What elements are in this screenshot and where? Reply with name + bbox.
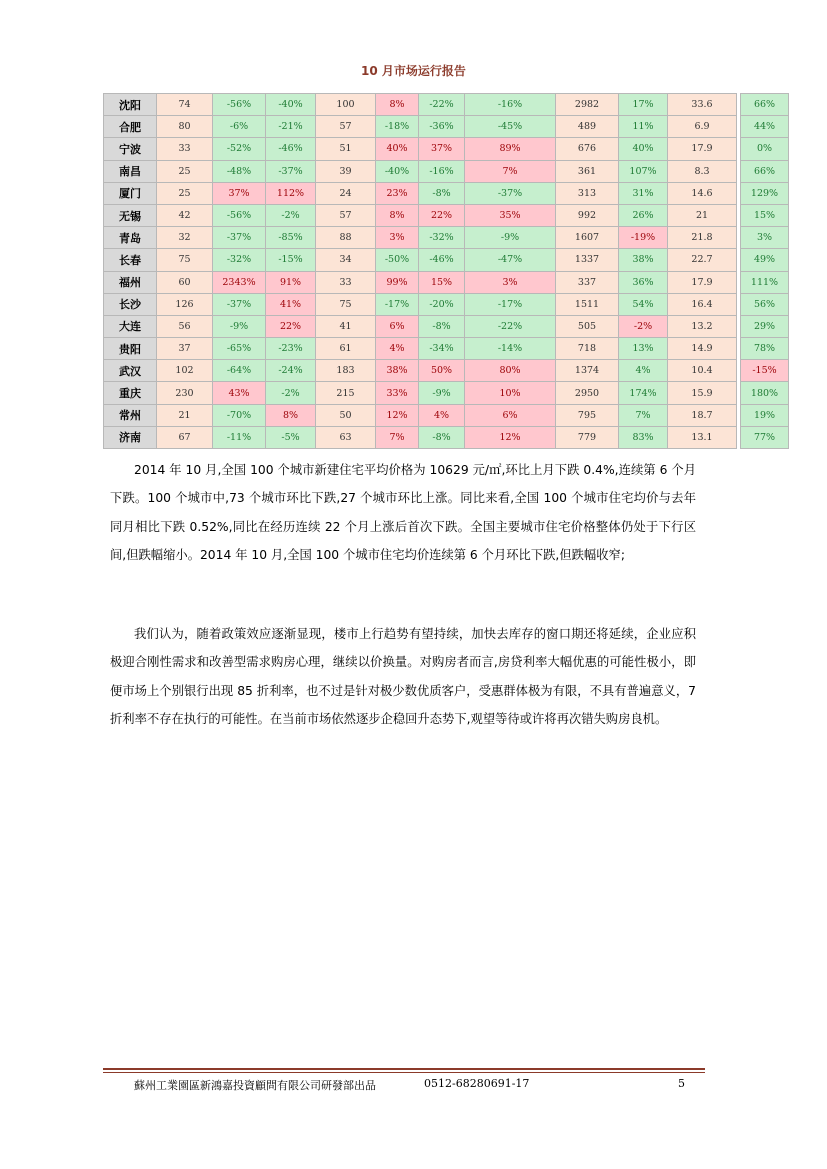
table-cell: -8% bbox=[419, 426, 465, 448]
table-cell: -46% bbox=[419, 249, 465, 271]
table-cell: 0% bbox=[741, 138, 789, 160]
table-cell: -32% bbox=[213, 249, 266, 271]
city-market-table bbox=[103, 93, 789, 449]
table-cell: 215 bbox=[316, 382, 376, 404]
table-cell: 38% bbox=[619, 249, 668, 271]
table-row bbox=[104, 116, 789, 138]
table-cell: 17.9 bbox=[668, 271, 737, 293]
table-cell: -2% bbox=[266, 382, 316, 404]
city-name-cell: 青岛 bbox=[104, 227, 157, 249]
table-cell: 129% bbox=[741, 182, 789, 204]
paragraph-price-summary bbox=[110, 456, 696, 569]
city-name-cell: 沈阳 bbox=[104, 94, 157, 116]
city-name-cell: 常州 bbox=[104, 404, 157, 426]
table-cell: 1511 bbox=[556, 293, 619, 315]
table-cell: 7% bbox=[376, 426, 419, 448]
table-row bbox=[104, 138, 789, 160]
table-cell: 4% bbox=[619, 360, 668, 382]
table-cell: 17% bbox=[619, 94, 668, 116]
table-cell: 1607 bbox=[556, 227, 619, 249]
table-cell: 40% bbox=[376, 138, 419, 160]
table-cell: 57 bbox=[316, 204, 376, 226]
table-cell: 49% bbox=[741, 249, 789, 271]
table-cell: -48% bbox=[213, 160, 266, 182]
table-cell: 88 bbox=[316, 227, 376, 249]
table-cell: 37 bbox=[157, 338, 213, 360]
table-cell: 74 bbox=[157, 94, 213, 116]
table-cell: 19% bbox=[741, 404, 789, 426]
table-row bbox=[104, 338, 789, 360]
table-cell: -56% bbox=[213, 204, 266, 226]
table-cell: 37% bbox=[419, 138, 465, 160]
table-cell: 3% bbox=[741, 227, 789, 249]
table-cell: 34 bbox=[316, 249, 376, 271]
table-cell: 32 bbox=[157, 227, 213, 249]
table-cell: 83% bbox=[619, 426, 668, 448]
table-cell: -37% bbox=[266, 160, 316, 182]
footer-page-number: 5 bbox=[678, 1077, 685, 1090]
footer-company: 蘇州工業園區新鴻嘉投資顧問有限公司研發部出品 bbox=[134, 1079, 376, 1092]
table-cell: 15.9 bbox=[668, 382, 737, 404]
table-cell: -6% bbox=[213, 116, 266, 138]
table-cell: 779 bbox=[556, 426, 619, 448]
table-cell: 718 bbox=[556, 338, 619, 360]
table-cell: 8% bbox=[266, 404, 316, 426]
table-cell: 21 bbox=[157, 404, 213, 426]
table-cell: 13.2 bbox=[668, 315, 737, 337]
table-cell: 43% bbox=[213, 382, 266, 404]
table-cell: -40% bbox=[266, 94, 316, 116]
table-cell: -34% bbox=[419, 338, 465, 360]
table-cell: 78% bbox=[741, 338, 789, 360]
table-cell: -85% bbox=[266, 227, 316, 249]
table-cell: 60 bbox=[157, 271, 213, 293]
table-cell: 89% bbox=[465, 138, 556, 160]
table-cell: 795 bbox=[556, 404, 619, 426]
table-row bbox=[104, 360, 789, 382]
table-cell: -9% bbox=[419, 382, 465, 404]
table-row bbox=[104, 94, 789, 116]
table-cell: 230 bbox=[157, 382, 213, 404]
city-name-cell: 济南 bbox=[104, 426, 157, 448]
table-row bbox=[104, 271, 789, 293]
table-cell: 1337 bbox=[556, 249, 619, 271]
table-row bbox=[104, 249, 789, 271]
table-cell: 112% bbox=[266, 182, 316, 204]
table-cell: 8% bbox=[376, 94, 419, 116]
table-cell: 8.3 bbox=[668, 160, 737, 182]
table-cell: 91% bbox=[266, 271, 316, 293]
table-cell: 40% bbox=[619, 138, 668, 160]
table-cell: 80% bbox=[465, 360, 556, 382]
table-cell: -23% bbox=[266, 338, 316, 360]
table-cell: 14.6 bbox=[668, 182, 737, 204]
paragraph-2-text: 我们认为，随着政策效应逐渐显现，楼市上行趋势有望持续，加快去库存的窗口期还将延续，企业应积极迎合刚性需求和改善型需求购房心理，继续以价换量。对购房者而言,房贷利率大幅优惠的可能性极小，即便市场上个别银行出现 85 折利率，也不过是针对极少数优质客户，受惠群体极为有限，不具有普遍意义，7 折利率不存在执行的可能性。在当前市场依然逐步企稳回升态势下,观望等待或许将再次错失购房良机。 bbox=[110, 627, 696, 726]
table-cell: 13% bbox=[619, 338, 668, 360]
table-cell: 22% bbox=[266, 315, 316, 337]
table-cell: 15% bbox=[741, 204, 789, 226]
table-cell: 42 bbox=[157, 204, 213, 226]
table-cell: 37% bbox=[213, 182, 266, 204]
table-cell: -50% bbox=[376, 249, 419, 271]
footer-phone: 0512-68280691-17 bbox=[424, 1077, 530, 1090]
table-cell: -19% bbox=[619, 227, 668, 249]
paragraph-1-text: 2014 年 10 月,全国 100 个城市新建住宅平均价格为 10629 元/㎡,环比上月下跌 0.4%,连续第 6 个月下跌。100 个城市中,73 个城市环比下跌,27 个城市环比上涨。同比来看,全国 100 个城市住宅均价与去年同月相比下跌 0.52%,同比在经历连续 22 个月上涨后首次下跌。全国主要城市住宅价格整体仍处于下行区间,但跌幅缩小。2014 年 10 月,全国 100 个城市住宅均价连续第 6 个月环比下跌,但跌幅收窄; bbox=[110, 463, 696, 562]
table-cell: -22% bbox=[465, 315, 556, 337]
table-cell: -2% bbox=[619, 315, 668, 337]
table-cell: 35% bbox=[465, 204, 556, 226]
table-cell: 14.9 bbox=[668, 338, 737, 360]
table-cell: 6% bbox=[376, 315, 419, 337]
table-cell: 7% bbox=[465, 160, 556, 182]
table-cell: 80 bbox=[157, 116, 213, 138]
table-cell: 313 bbox=[556, 182, 619, 204]
table-cell: -70% bbox=[213, 404, 266, 426]
table-cell: 361 bbox=[556, 160, 619, 182]
table-cell: 4% bbox=[376, 338, 419, 360]
table-cell: 107% bbox=[619, 160, 668, 182]
table-cell: -40% bbox=[376, 160, 419, 182]
table-cell: -14% bbox=[465, 338, 556, 360]
table-cell: 17.9 bbox=[668, 138, 737, 160]
table-cell: 26% bbox=[619, 204, 668, 226]
table-cell: -64% bbox=[213, 360, 266, 382]
city-name-cell: 南昌 bbox=[104, 160, 157, 182]
table-cell: 21 bbox=[668, 204, 737, 226]
table-cell: 676 bbox=[556, 138, 619, 160]
table-cell: -15% bbox=[266, 249, 316, 271]
table-cell: -15% bbox=[741, 360, 789, 382]
table-cell: -9% bbox=[213, 315, 266, 337]
table-cell: 51 bbox=[316, 138, 376, 160]
table-cell: -16% bbox=[465, 94, 556, 116]
table-cell: 126 bbox=[157, 293, 213, 315]
table-cell: 18.7 bbox=[668, 404, 737, 426]
table-cell: -2% bbox=[266, 204, 316, 226]
table-cell: 1374 bbox=[556, 360, 619, 382]
table-cell: 63 bbox=[316, 426, 376, 448]
table-cell: -36% bbox=[419, 116, 465, 138]
table-cell: 180% bbox=[741, 382, 789, 404]
table-cell: 2982 bbox=[556, 94, 619, 116]
table-cell: 13.1 bbox=[668, 426, 737, 448]
table-cell: -22% bbox=[419, 94, 465, 116]
table-cell: 29% bbox=[741, 315, 789, 337]
table-row bbox=[104, 404, 789, 426]
table-cell: -16% bbox=[419, 160, 465, 182]
table-cell: -17% bbox=[376, 293, 419, 315]
table-cell: 11% bbox=[619, 116, 668, 138]
table-cell: -52% bbox=[213, 138, 266, 160]
table-cell: 4% bbox=[419, 404, 465, 426]
table-cell: 992 bbox=[556, 204, 619, 226]
table-cell: 24 bbox=[316, 182, 376, 204]
table-row bbox=[104, 315, 789, 337]
city-name-cell: 合肥 bbox=[104, 116, 157, 138]
table-cell: -9% bbox=[465, 227, 556, 249]
table-cell: 111% bbox=[741, 271, 789, 293]
city-name-cell: 长春 bbox=[104, 249, 157, 271]
table-row bbox=[104, 227, 789, 249]
city-name-cell: 福州 bbox=[104, 271, 157, 293]
table-row bbox=[104, 426, 789, 448]
city-name-cell: 宁波 bbox=[104, 138, 157, 160]
table-cell: 3% bbox=[376, 227, 419, 249]
table-cell: 61 bbox=[316, 338, 376, 360]
table-cell: 39 bbox=[316, 160, 376, 182]
table-cell: 102 bbox=[157, 360, 213, 382]
table-cell: 7% bbox=[619, 404, 668, 426]
table-cell: -37% bbox=[213, 227, 266, 249]
table-cell: 25 bbox=[157, 182, 213, 204]
page-header-title: 10 月市场运行报告 bbox=[361, 64, 466, 78]
table-cell: 23% bbox=[376, 182, 419, 204]
table-cell: 6.9 bbox=[668, 116, 737, 138]
table-cell: 44% bbox=[741, 116, 789, 138]
city-name-cell: 大连 bbox=[104, 315, 157, 337]
table-row bbox=[104, 182, 789, 204]
city-name-cell: 武汉 bbox=[104, 360, 157, 382]
table-cell: 57 bbox=[316, 116, 376, 138]
city-name-cell: 长沙 bbox=[104, 293, 157, 315]
table-cell: -8% bbox=[419, 182, 465, 204]
table-cell: -24% bbox=[266, 360, 316, 382]
table-row bbox=[104, 204, 789, 226]
city-name-cell: 贵阳 bbox=[104, 338, 157, 360]
table-cell: 12% bbox=[376, 404, 419, 426]
table-cell: 31% bbox=[619, 182, 668, 204]
table-cell: 33% bbox=[376, 382, 419, 404]
table-cell: -37% bbox=[213, 293, 266, 315]
table-cell: 183 bbox=[316, 360, 376, 382]
table-cell: 66% bbox=[741, 94, 789, 116]
table-cell: -17% bbox=[465, 293, 556, 315]
table-cell: 15% bbox=[419, 271, 465, 293]
table-cell: -56% bbox=[213, 94, 266, 116]
table-cell: -65% bbox=[213, 338, 266, 360]
city-name-cell: 重庆 bbox=[104, 382, 157, 404]
table-cell: 54% bbox=[619, 293, 668, 315]
table-cell: 33 bbox=[316, 271, 376, 293]
table-row bbox=[104, 382, 789, 404]
table-cell: 50 bbox=[316, 404, 376, 426]
table-cell: 174% bbox=[619, 382, 668, 404]
table-cell: 100 bbox=[316, 94, 376, 116]
city-name-cell: 无锡 bbox=[104, 204, 157, 226]
table-cell: 36% bbox=[619, 271, 668, 293]
table-cell: 505 bbox=[556, 315, 619, 337]
table-cell: -32% bbox=[419, 227, 465, 249]
table-cell: 16.4 bbox=[668, 293, 737, 315]
table-cell: 25 bbox=[157, 160, 213, 182]
table-cell: 6% bbox=[465, 404, 556, 426]
table-cell: -47% bbox=[465, 249, 556, 271]
table-cell: 2343% bbox=[213, 271, 266, 293]
table-cell: 2950 bbox=[556, 382, 619, 404]
footer-rule-thin bbox=[103, 1072, 705, 1073]
table-cell: -5% bbox=[266, 426, 316, 448]
table-cell: 75 bbox=[316, 293, 376, 315]
table-cell: 22% bbox=[419, 204, 465, 226]
table-cell: 21.8 bbox=[668, 227, 737, 249]
footer-rule bbox=[103, 1068, 705, 1070]
table-row bbox=[104, 293, 789, 315]
table-cell: 33.6 bbox=[668, 94, 737, 116]
table-cell: 10.4 bbox=[668, 360, 737, 382]
table-cell: -45% bbox=[465, 116, 556, 138]
table-cell: 75 bbox=[157, 249, 213, 271]
table-cell: -11% bbox=[213, 426, 266, 448]
table-cell: -21% bbox=[266, 116, 316, 138]
table-cell: 56 bbox=[157, 315, 213, 337]
table-row bbox=[104, 160, 789, 182]
table-cell: -20% bbox=[419, 293, 465, 315]
table-cell: 67 bbox=[157, 426, 213, 448]
table-cell: 41% bbox=[266, 293, 316, 315]
table-cell: 489 bbox=[556, 116, 619, 138]
table-cell: -18% bbox=[376, 116, 419, 138]
table-cell: 66% bbox=[741, 160, 789, 182]
table-cell: 41 bbox=[316, 315, 376, 337]
table-cell: -8% bbox=[419, 315, 465, 337]
table-cell: 38% bbox=[376, 360, 419, 382]
table-cell: 33 bbox=[157, 138, 213, 160]
table-cell: -46% bbox=[266, 138, 316, 160]
table-cell: -37% bbox=[465, 182, 556, 204]
table-cell: 10% bbox=[465, 382, 556, 404]
table-cell: 77% bbox=[741, 426, 789, 448]
table-cell: 50% bbox=[419, 360, 465, 382]
table-cell: 22.7 bbox=[668, 249, 737, 271]
table-cell: 56% bbox=[741, 293, 789, 315]
city-name-cell: 厦门 bbox=[104, 182, 157, 204]
table-cell: 3% bbox=[465, 271, 556, 293]
paragraph-outlook bbox=[110, 620, 696, 733]
table-cell: 12% bbox=[465, 426, 556, 448]
table-cell: 337 bbox=[556, 271, 619, 293]
table-cell: 8% bbox=[376, 204, 419, 226]
table-cell: 99% bbox=[376, 271, 419, 293]
